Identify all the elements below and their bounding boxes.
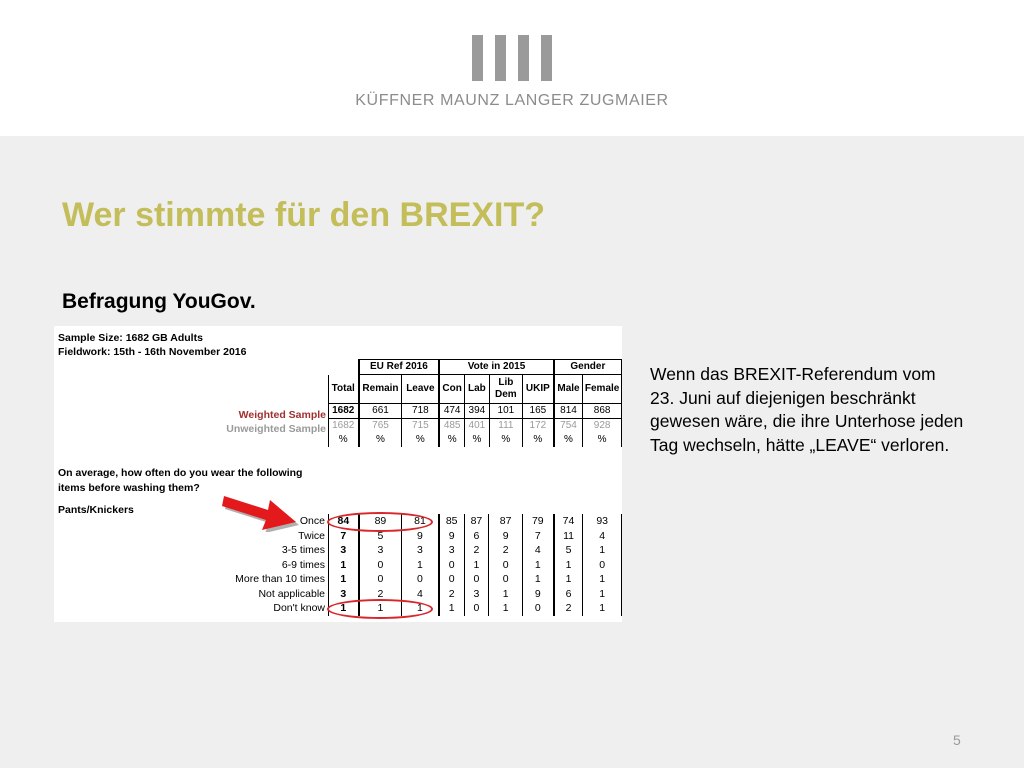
cell: 0 [439,558,464,573]
cell: 661 [359,404,402,419]
cell: % [489,433,522,447]
cell: 89 [359,514,402,529]
cell: 87 [489,514,523,529]
cell: 1 [489,601,523,616]
group-gender: Gender [554,360,622,375]
cell: 1682 [329,404,359,419]
cell: % [583,433,622,447]
cell: 4 [402,587,439,602]
cell: 4 [583,529,622,544]
cell: 2 [359,587,402,602]
cell: 111 [489,419,522,434]
cell: 3 [359,543,402,558]
col-male: Male [554,375,583,404]
cell: 1 [329,601,359,616]
cell: % [402,433,439,447]
header-bar [0,0,1024,136]
cell: 0 [489,558,523,573]
cell: 754 [554,419,583,434]
group-eu-ref: EU Ref 2016 [359,360,440,375]
cell: % [329,433,359,447]
cell: % [359,433,402,447]
cell: 1 [554,572,583,587]
logo-bars-icon [472,35,552,81]
row-label: Not applicable [258,587,325,600]
cell: 868 [583,404,622,419]
question-line: items before washing them? [58,481,200,494]
slide-title: Wer stimmte für den BREXIT? [62,196,545,234]
cell: 0 [359,572,402,587]
cell: 1 [583,587,622,602]
cell: 9 [489,529,523,544]
group-vote-2015: Vote in 2015 [439,360,554,375]
col-con: Con [439,375,464,404]
note-line: Tag wechseln, hätte „LEAVE“ verloren. [650,434,950,455]
cell: 172 [523,419,554,434]
cell: 1 [554,558,583,573]
cell: 1682 [329,419,359,434]
cell: 7 [329,529,359,544]
cell: 3 [329,587,359,602]
cell: 5 [554,543,583,558]
cell: 7 [522,529,553,544]
cell: 4 [522,543,553,558]
row-label: More than 10 times [235,573,325,585]
cell: % [465,433,490,447]
cell: 3 [464,587,489,602]
unweighted-sample-label: Unweighted Sample [226,423,326,435]
cell: 79 [522,514,553,529]
cell: 928 [583,419,622,434]
cell: 1 [489,587,523,602]
cell: 1 [329,558,359,573]
cell: 0 [359,558,402,573]
cell: % [554,433,583,447]
cell: 0 [464,601,489,616]
survey-table-image [54,326,622,622]
weighted-row [329,404,622,419]
cell: 3 [402,543,439,558]
fieldwork-text: Fieldwork: 15th - 16th November 2016 [58,346,247,358]
table-row [329,543,622,558]
unweighted-row [329,419,622,434]
cell: 401 [465,419,490,434]
cell: 11 [554,529,583,544]
item-label: Pants/Knickers [58,504,134,516]
cell: 718 [402,404,439,419]
cell: 765 [359,419,402,434]
note-line: gewesen wäre, die ihre Unterhose jeden [650,411,964,431]
side-note [650,363,1020,457]
cell: 1 [402,558,439,573]
cell: 1 [439,601,464,616]
cell: 394 [465,404,490,419]
cell: 9 [522,587,553,602]
cell: 6 [464,529,489,544]
cell: 3 [439,543,464,558]
question-line: On average, how often do you wear the following [58,467,303,479]
row-label: Don't know [273,602,325,614]
cell: 3 [329,543,359,558]
cell: 1 [583,601,622,616]
cell: 474 [439,404,464,419]
col-lab: Lab [465,375,490,404]
cell: 85 [439,514,464,529]
col-lib-dem: Lib Dem [489,375,522,404]
cell: 0 [439,572,464,587]
cell: 0 [522,601,553,616]
cell: 1 [583,543,622,558]
cell: 0 [402,572,439,587]
cell: 1 [359,601,402,616]
cell: 1 [464,558,489,573]
weighted-sample-label: Weighted Sample [238,409,326,421]
cell: 2 [464,543,489,558]
row-label: Once [299,515,325,527]
row-label: 6-9 times [281,558,325,571]
company-logo-text: KÜFFNER MAUNZ LANGER ZUGMAIER [355,92,669,109]
cell: 0 [489,572,523,587]
cell: % [523,433,554,447]
col-female: Female [583,375,622,404]
cell: 0 [583,558,622,573]
cell: 1 [522,558,553,573]
cell: 485 [439,419,464,434]
note-line: 23. Juni auf diejenigen beschränkt [650,387,916,408]
cell: 2 [489,543,523,558]
cell: 9 [402,529,439,544]
page-number: 5 [953,732,961,748]
table-row [329,558,622,573]
sample-table [328,359,622,447]
cell: 1 [522,572,553,587]
cell: 5 [359,529,402,544]
sample-size-text: Sample Size: 1682 GB Adults [58,332,203,344]
cell: 1 [583,572,622,587]
col-total: Total [329,375,359,404]
cell: 1 [402,601,439,616]
cell: 165 [523,404,554,419]
col-leave: Leave [402,375,439,404]
cell: 81 [402,514,439,529]
cell: 74 [554,514,583,529]
row-label: Twice [298,529,325,542]
cell: 93 [583,514,622,529]
cell: 87 [464,514,489,529]
cell: 0 [464,572,489,587]
percent-row [329,433,622,447]
cell: 84 [329,514,359,529]
cell: 814 [554,404,583,419]
note-line: Wenn das BREXIT-Referendum vom [650,364,936,384]
cell: 1 [329,572,359,587]
slide-subtitle: Befragung YouGov. [62,290,256,313]
cell: 6 [554,587,583,602]
highlight-dontknow-oval [327,599,433,619]
col-ukip: UKIP [523,375,554,404]
cell: 2 [439,587,464,602]
cell: 2 [554,601,583,616]
table-row [329,572,622,587]
row-label: 3-5 times [281,544,325,556]
cell: 715 [402,419,439,434]
col-remain: Remain [359,375,402,404]
cell: % [439,433,464,447]
highlight-once-oval [327,512,433,532]
red-arrow-icon [220,486,300,532]
cell: 9 [439,529,464,544]
cell: 101 [489,404,522,419]
